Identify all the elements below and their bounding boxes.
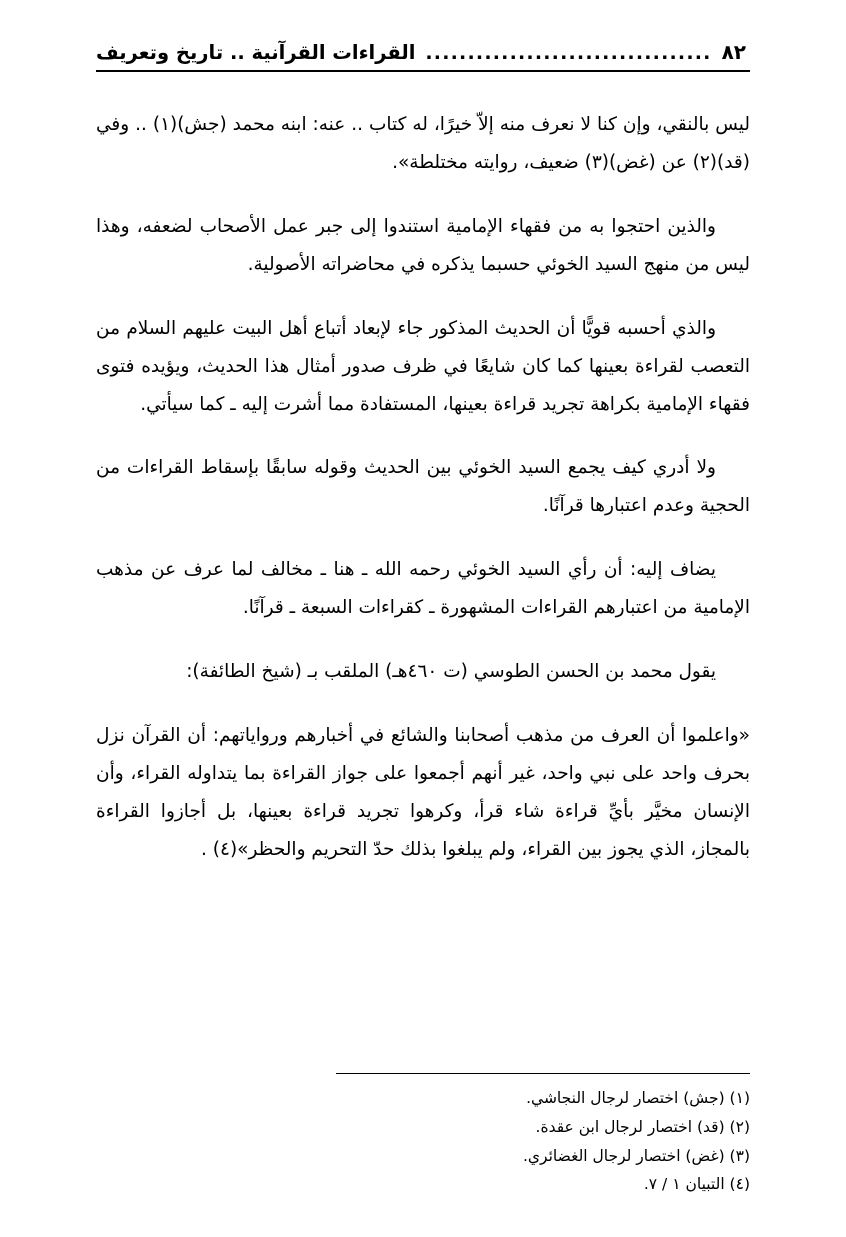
block-quote-text: «واعلموا أن العرف من مذهب أصحابنا والشائع في أخبارهم ورواياتهم: أن القرآن نزل بحرف واحد على نبي واحد، غير أنهم أجمعوا على جواز القراءة بما يتداوله القراء، وأن الإنسان مخيَّر بأيِّ قراءة شاء قرأ، وكرهوا تجريد قراءة بعينها، بل أجازوا القراءة بالمجاز، الذي يجوز بين القراء، ولم يبلغوا بذلك حدّ التحريم والحظر»(٤) . <box>96 725 750 860</box>
block-quote <box>96 717 750 869</box>
paragraph <box>96 653 750 691</box>
header-title: القراءات القرآنية .. تاريخ وتعريف <box>96 41 416 64</box>
footnote-item: (١) (جش) اختصار لرجال النجاشي. <box>526 1089 750 1108</box>
paragraph <box>96 208 750 284</box>
paragraph <box>96 106 750 182</box>
footnote-item: (٢) (قد) اختصار لرجال ابن عقدة. <box>535 1117 750 1136</box>
footnote-item: (٤) التبيان ١ / ٧. <box>643 1175 750 1194</box>
paragraph-text: ليس بالنقي، وإن كنا لا نعرف منه إلاّ خيرًا، له كتاب .. عنه: ابنه محمد (جش)(١) .. وفي (قد)(٢) عن (غض)(٣) ضعيف، روايته مختلطة». <box>96 114 751 173</box>
footnote-item: (٣) (غض) اختصار لرجال الغضائري. <box>523 1146 750 1165</box>
paragraph <box>96 551 750 627</box>
paragraph-text: والذين احتجوا به من فقهاء الإمامية استندوا إلى جبر عمل الأصحاب لضعفه، وهذا ليس من منهج السيد الخوئي حسبما يذكره في محاضراته الأصولية. <box>96 215 750 275</box>
paragraph-text: والذي أحسبه قويًّا أن الحديث المذكور جاء لإبعاد أتباع أهل البيت عليهم السلام من التعصب لقراءة بعينها كما كان شايعًا في ظرف صدور أمثال هذا الحديث، ويؤيده فتوى فقهاء الإمامية بكراهة تجريد قراءة بعينها، المستفادة مما أشرت إليه ـ كما سيأتي. <box>96 317 750 415</box>
page-body <box>96 106 750 869</box>
paragraph <box>96 449 750 525</box>
footnotes-section <box>336 1073 750 1199</box>
page-number: ٨٢ <box>721 40 746 64</box>
paragraph <box>96 310 750 424</box>
paragraph-text: يقول محمد بن الحسن الطوسي (ت ٤٦٠هـ) الملقب بـ (شيخ الطائفة): <box>186 661 716 683</box>
footnote-separator-rule <box>336 1073 750 1074</box>
paragraph-text: يضاف إليه: أن رأي السيد الخوئي رحمه الله ـ هنا ـ مخالف لما عرف عن مذهب الإمامية من اعتبارهم القراءات المشهورة ـ كقراءات السبعة ـ قرآنًا. <box>96 559 750 619</box>
page-header <box>96 40 750 72</box>
header-dot-leader: .................................. <box>425 42 712 64</box>
paragraph-text: ولا أدري كيف يجمع السيد الخوئي بين الحديث وقوله سابقًا بإسقاط القراءات من الحجية وعدم اعتبارها قرآنًا. <box>96 457 750 517</box>
